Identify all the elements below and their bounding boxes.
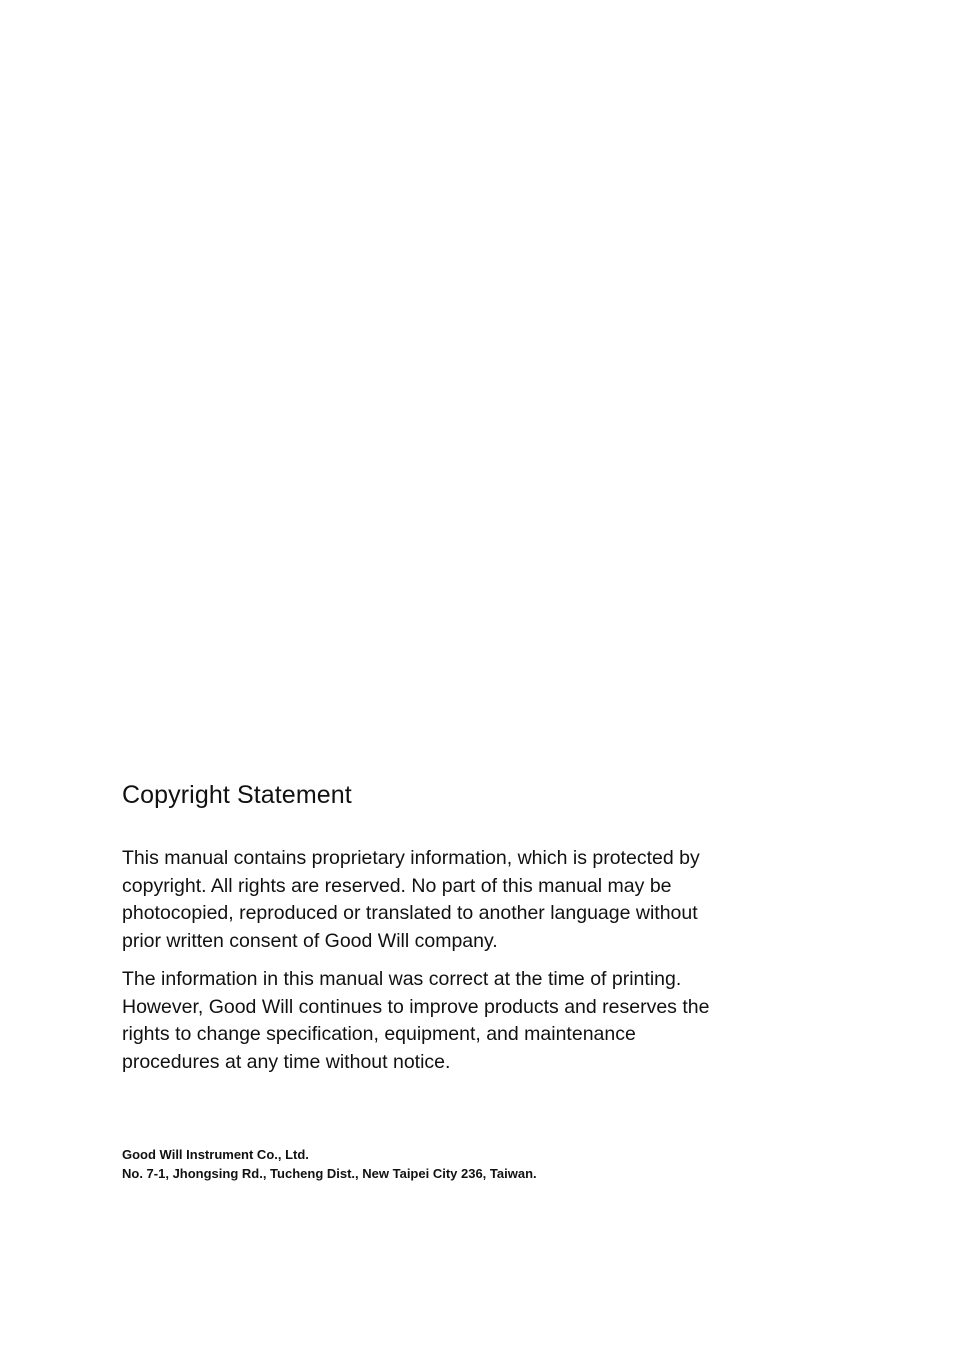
- paragraph-proprietary: This manual contains proprietary information, which is protected by copyright. All rights are reserved. No part of this manual may be photocopied, reproduced or translated to another language without prior written consent of Good Will company.: [122, 847, 700, 952]
- company-name: Good Will Instrument Co., Ltd.: [122, 1147, 309, 1162]
- company-address: No. 7-1, Jhongsing Rd., Tucheng Dist., New Taipei City 236, Taiwan.: [122, 1166, 537, 1181]
- paragraph-information: The information in this manual was correct at the time of printing. However, Good Will continues to improve products and reserves the rights to change specification, equipment, and maintenance procedures at any time without notice.: [122, 968, 710, 1073]
- company-info: [122, 1145, 537, 1183]
- copyright-section: [122, 778, 782, 1087]
- page-title: Copyright Statement: [122, 781, 352, 809]
